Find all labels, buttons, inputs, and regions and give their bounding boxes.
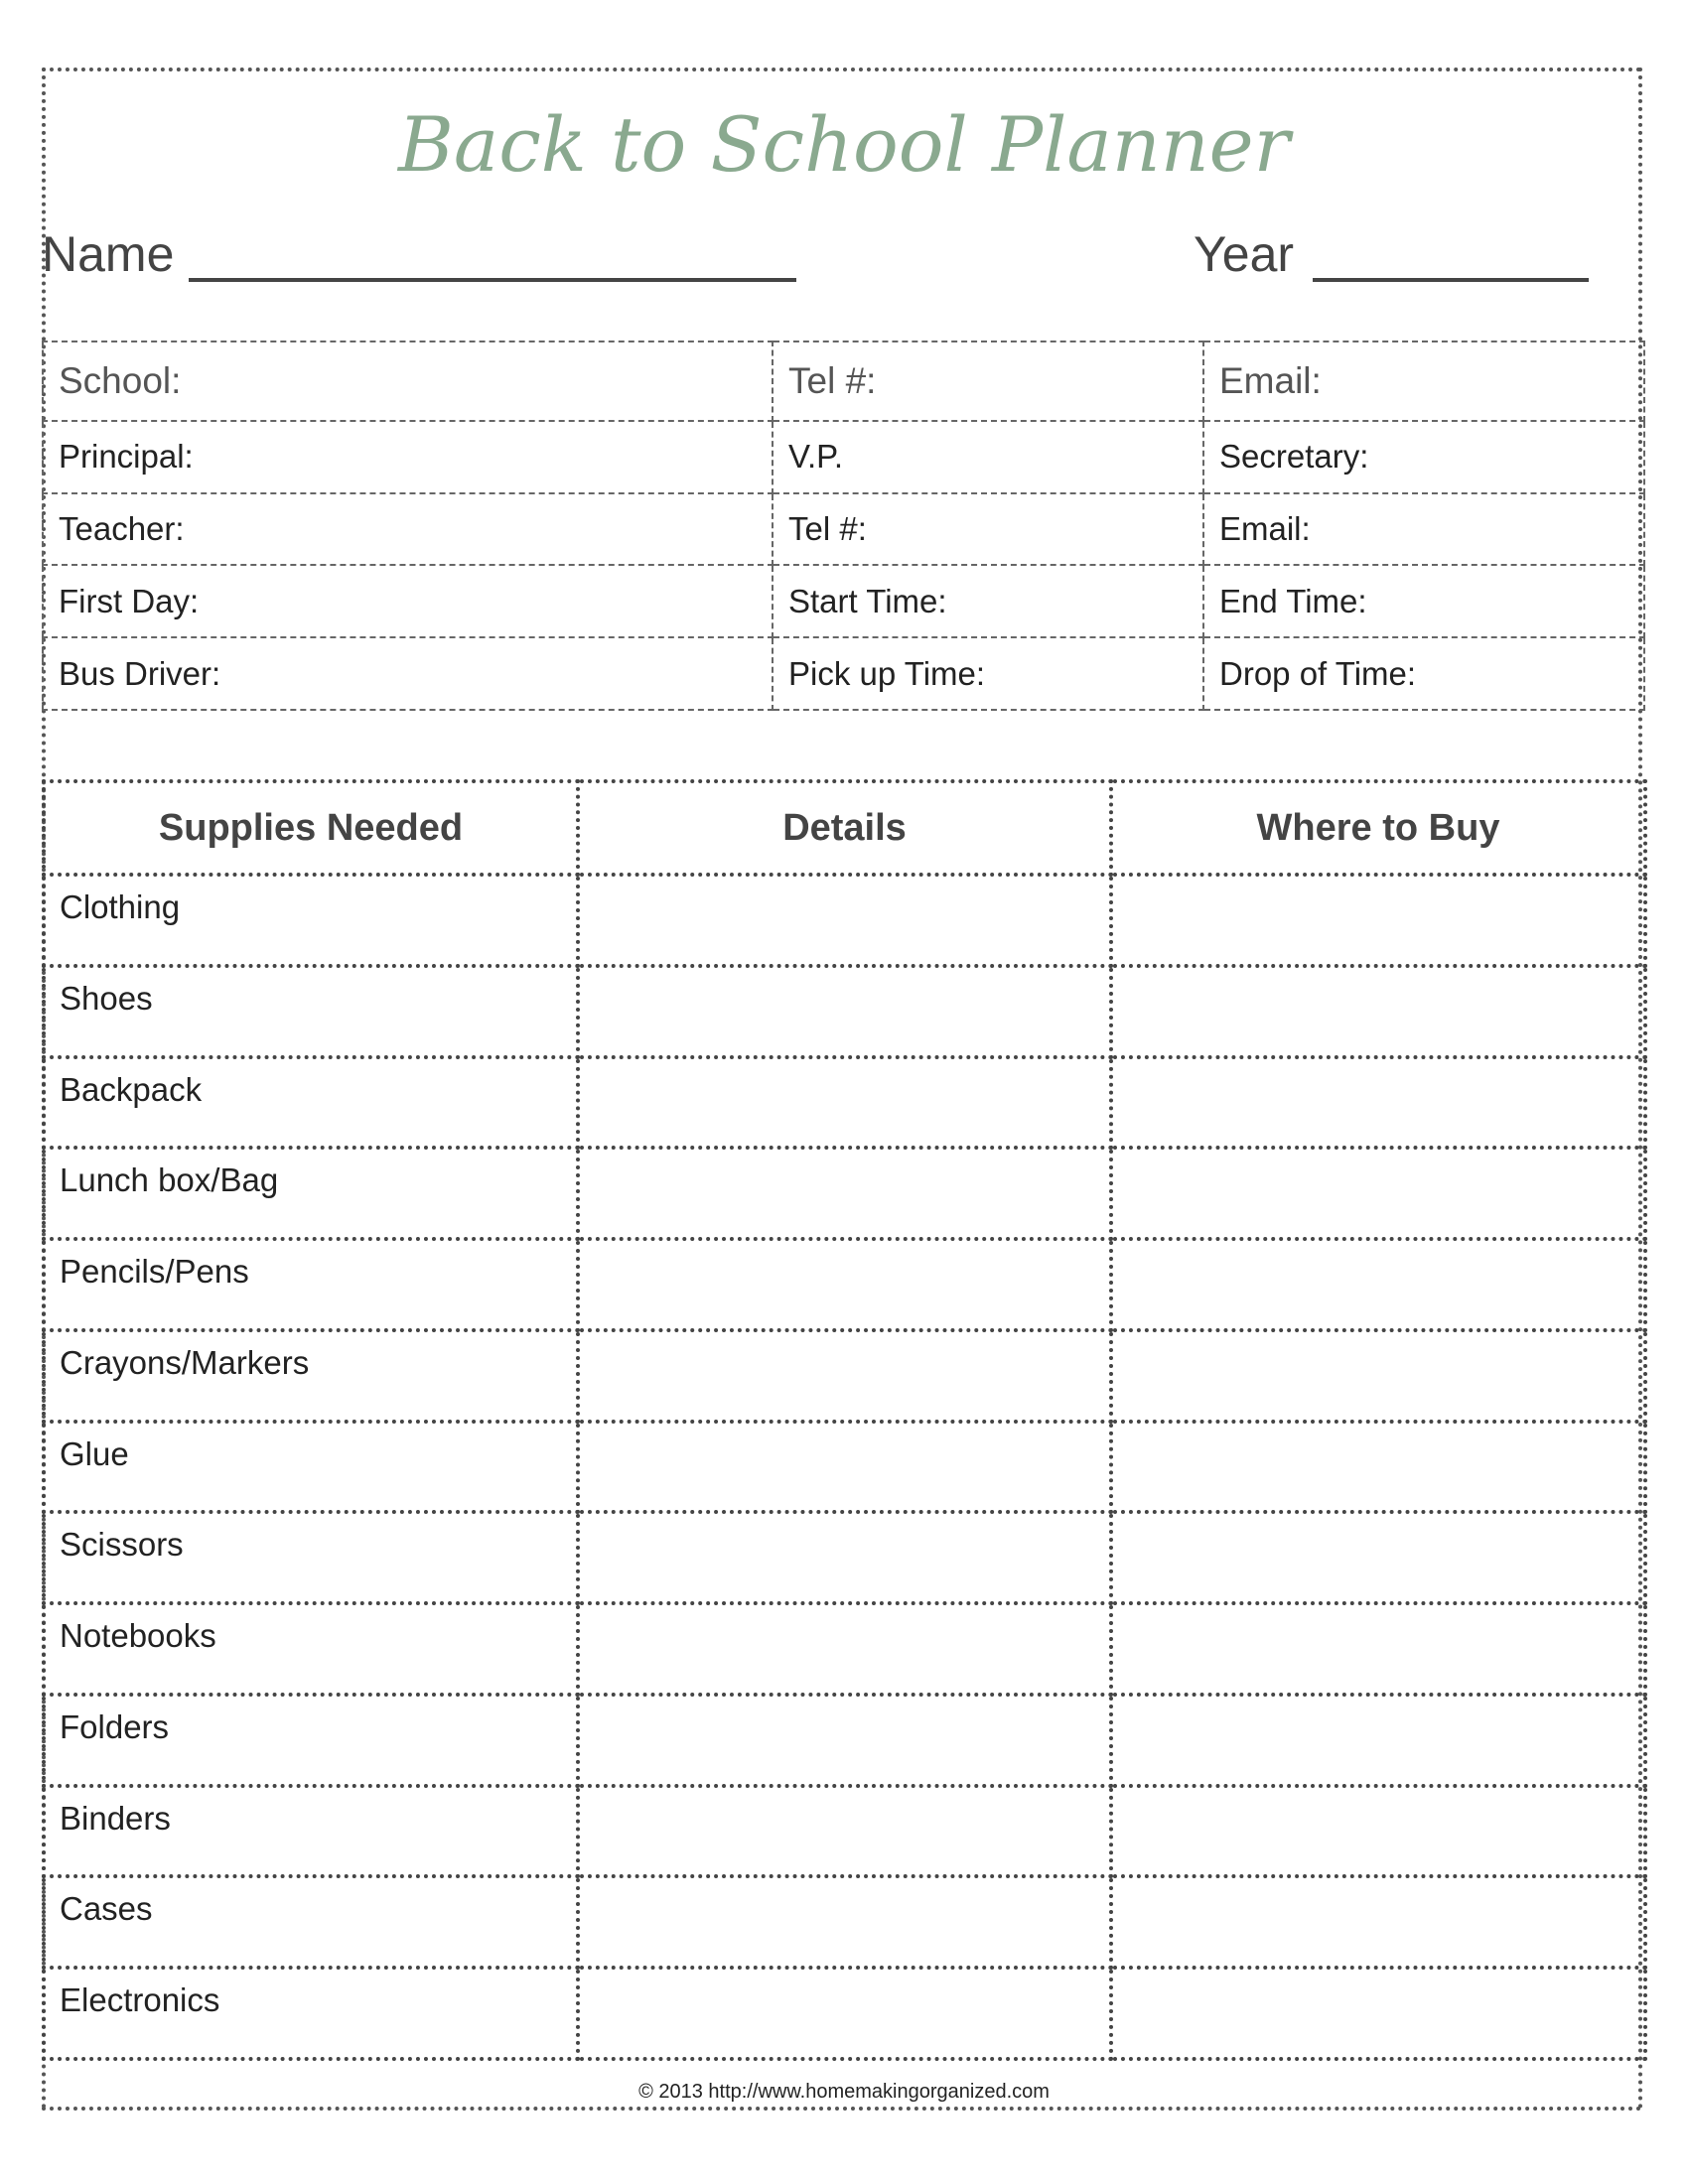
where-to-buy-cell[interactable] — [1111, 1786, 1645, 1877]
end-time-cell[interactable]: End Time: — [1203, 565, 1644, 637]
principal-cell[interactable]: Principal: — [43, 421, 773, 493]
copyright-footer: © 2013 http://www.homemakingorganized.com — [638, 2081, 1050, 2103]
name-label: Name — [42, 226, 175, 282]
details-cell[interactable] — [578, 966, 1111, 1057]
year-field[interactable] — [1313, 278, 1589, 282]
page-title: Back to School Planner — [398, 100, 1290, 189]
table-row — [44, 1148, 1645, 1239]
where-to-buy-cell[interactable] — [1111, 875, 1645, 966]
dropoff-time-cell[interactable]: Drop of Time: — [1203, 637, 1644, 710]
school-email-cell[interactable]: Email: — [1203, 341, 1644, 421]
name-field[interactable] — [189, 278, 796, 282]
where-to-buy-cell[interactable] — [1111, 1695, 1645, 1786]
table-row — [44, 1512, 1645, 1603]
where-to-buy-cell[interactable] — [1111, 1239, 1645, 1330]
pickup-time-cell[interactable]: Pick up Time: — [773, 637, 1203, 710]
table-row — [44, 1239, 1645, 1330]
supply-item-cell: Scissors — [44, 1512, 578, 1603]
table-row — [44, 1786, 1645, 1877]
where-to-buy-cell[interactable] — [1111, 966, 1645, 1057]
details-cell[interactable] — [578, 1239, 1111, 1330]
details-cell[interactable] — [578, 1968, 1111, 2059]
details-cell[interactable] — [578, 1512, 1111, 1603]
teacher-email-cell[interactable]: Email: — [1203, 493, 1644, 566]
start-time-cell[interactable]: Start Time: — [773, 565, 1203, 637]
table-row — [44, 1968, 1645, 2059]
supply-item-cell: Electronics — [44, 1968, 578, 2059]
school-cell[interactable]: School: — [43, 341, 773, 421]
details-cell[interactable] — [578, 1786, 1111, 1877]
table-header-row — [44, 781, 1645, 875]
supply-item-cell: Backpack — [44, 1057, 578, 1149]
supply-item-cell: Lunch box/Bag — [44, 1148, 578, 1239]
first-day-cell[interactable]: First Day: — [43, 565, 773, 637]
details-cell[interactable] — [578, 1603, 1111, 1695]
where-to-buy-cell[interactable] — [1111, 1148, 1645, 1239]
where-to-buy-cell[interactable] — [1111, 1603, 1645, 1695]
where-to-buy-cell[interactable] — [1111, 1968, 1645, 2059]
details-cell[interactable] — [578, 1330, 1111, 1422]
table-row — [43, 493, 1644, 566]
column-header-supplies: Supplies Needed — [44, 781, 578, 875]
table-row — [43, 341, 1644, 421]
table-row — [44, 1876, 1645, 1968]
school-info-table — [42, 341, 1645, 711]
table-row — [43, 637, 1644, 710]
where-to-buy-cell[interactable] — [1111, 1512, 1645, 1603]
supply-item-cell: Shoes — [44, 966, 578, 1057]
where-to-buy-cell[interactable] — [1111, 1330, 1645, 1422]
where-to-buy-cell[interactable] — [1111, 1057, 1645, 1149]
vp-cell[interactable]: V.P. — [773, 421, 1203, 493]
supply-item-cell: Binders — [44, 1786, 578, 1877]
table-row — [44, 1422, 1645, 1513]
teacher-cell[interactable]: Teacher: — [43, 493, 773, 566]
supplies-table — [42, 779, 1647, 2061]
details-cell[interactable] — [578, 1057, 1111, 1149]
secretary-cell[interactable]: Secretary: — [1203, 421, 1644, 493]
table-row — [44, 875, 1645, 966]
table-row — [43, 565, 1644, 637]
table-row — [44, 966, 1645, 1057]
details-cell[interactable] — [578, 875, 1111, 966]
teacher-tel-cell[interactable]: Tel #: — [773, 493, 1203, 566]
supply-item-cell: Folders — [44, 1695, 578, 1786]
table-row — [44, 1695, 1645, 1786]
bus-driver-cell[interactable]: Bus Driver: — [43, 637, 773, 710]
supply-item-cell: Clothing — [44, 875, 578, 966]
column-header-details: Details — [578, 781, 1111, 875]
supplies-table-body — [44, 875, 1645, 2059]
details-cell[interactable] — [578, 1695, 1111, 1786]
table-row — [44, 1330, 1645, 1422]
supply-item-cell: Glue — [44, 1422, 578, 1513]
where-to-buy-cell[interactable] — [1111, 1876, 1645, 1968]
column-header-where-to-buy: Where to Buy — [1111, 781, 1645, 875]
supply-item-cell: Notebooks — [44, 1603, 578, 1695]
table-row — [44, 1603, 1645, 1695]
details-cell[interactable] — [578, 1422, 1111, 1513]
year-label: Year — [1194, 226, 1295, 282]
details-cell[interactable] — [578, 1876, 1111, 1968]
table-row — [43, 421, 1644, 493]
supply-item-cell: Crayons/Markers — [44, 1330, 578, 1422]
supply-item-cell: Pencils/Pens — [44, 1239, 578, 1330]
school-tel-cell[interactable]: Tel #: — [773, 341, 1203, 421]
supply-item-cell: Cases — [44, 1876, 578, 1968]
where-to-buy-cell[interactable] — [1111, 1422, 1645, 1513]
table-row — [44, 1057, 1645, 1149]
details-cell[interactable] — [578, 1148, 1111, 1239]
